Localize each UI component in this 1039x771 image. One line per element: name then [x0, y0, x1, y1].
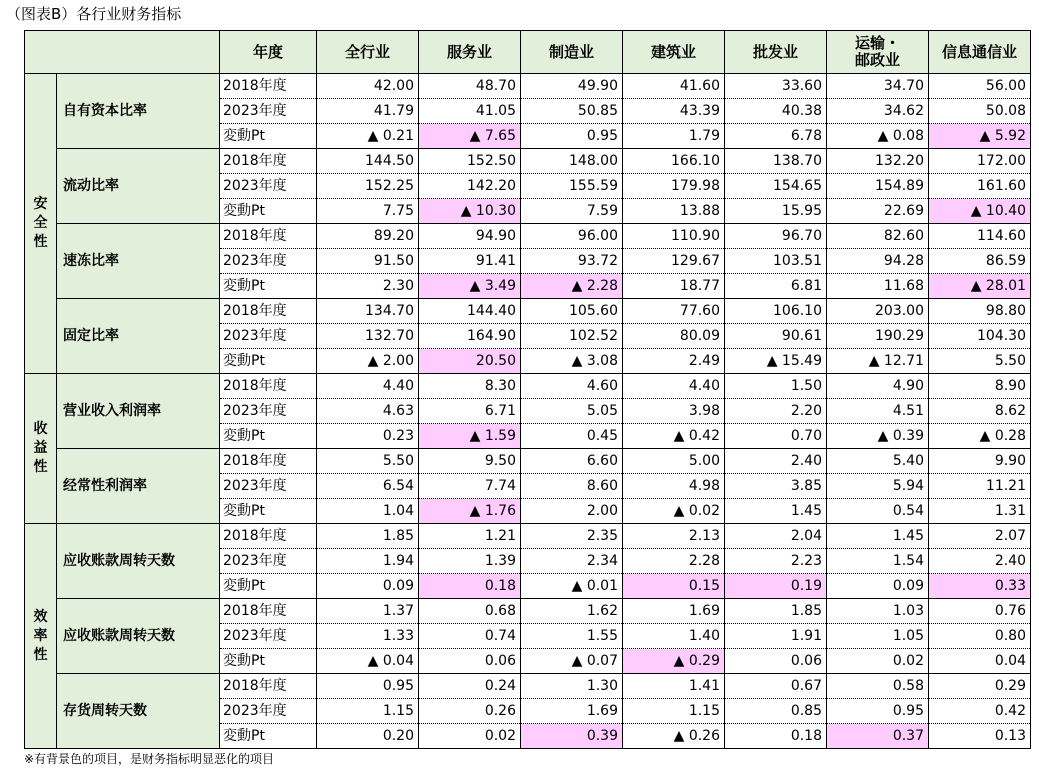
value-cell: 0.45 [521, 424, 623, 449]
value-cell: 152.25 [317, 174, 419, 199]
value-cell: 161.60 [929, 174, 1031, 199]
value-cell: 0.23 [317, 424, 419, 449]
page-title: （图表B）各行业财务指标 [6, 5, 182, 23]
value-cell: 86.59 [929, 249, 1031, 274]
value-cell: 0.26 [419, 699, 521, 724]
value-cell: 6.54 [317, 474, 419, 499]
row-label: 変動Pt [220, 424, 317, 449]
value-cell: 34.70 [827, 74, 929, 99]
value-cell: 41.60 [623, 74, 725, 99]
value-cell-highlighted: ▲ 10.40 [929, 199, 1031, 224]
value-cell: 33.60 [725, 74, 827, 99]
metric-label: 存货周转天数 [57, 674, 220, 749]
value-cell: 1.15 [623, 699, 725, 724]
value-cell-highlighted: ▲ 1.59 [419, 424, 521, 449]
value-cell: 5.50 [929, 349, 1031, 374]
row-label: 2018年度 [220, 599, 317, 624]
value-cell: 18.77 [623, 274, 725, 299]
table-row [25, 74, 1031, 99]
value-cell: 40.38 [725, 99, 827, 124]
value-cell: 1.50 [725, 374, 827, 399]
metric-label: 营业收入利润率 [57, 374, 220, 449]
value-cell: 0.09 [827, 574, 929, 599]
group-label: 效 率 性 [25, 524, 57, 749]
header-corner-cell [25, 31, 220, 74]
value-cell: 0.18 [725, 724, 827, 749]
value-cell: 1.54 [827, 549, 929, 574]
header-industry: 建筑业 [623, 31, 725, 74]
value-cell: 2.34 [521, 549, 623, 574]
row-label: 変動Pt [220, 274, 317, 299]
value-cell: 48.70 [419, 74, 521, 99]
value-cell: 2.07 [929, 524, 1031, 549]
value-cell: 0.58 [827, 674, 929, 699]
value-cell: 203.00 [827, 299, 929, 324]
row-label: 変動Pt [220, 199, 317, 224]
metric-label: 应收账款周转天数 [57, 524, 220, 599]
value-cell-highlighted: 0.15 [623, 574, 725, 599]
value-cell: 9.50 [419, 449, 521, 474]
value-cell: 6.81 [725, 274, 827, 299]
value-cell: ▲ 0.02 [623, 499, 725, 524]
value-cell: ▲ 15.49 [725, 349, 827, 374]
row-label: 2018年度 [220, 299, 317, 324]
row-label: 2023年度 [220, 99, 317, 124]
value-cell: 179.98 [623, 174, 725, 199]
value-cell: 0.76 [929, 599, 1031, 624]
row-label: 2018年度 [220, 374, 317, 399]
metric-label: 经常性利润率 [57, 449, 220, 524]
value-cell: 1.45 [725, 499, 827, 524]
value-cell: 166.10 [623, 149, 725, 174]
value-cell: 0.09 [317, 574, 419, 599]
value-cell: 8.62 [929, 399, 1031, 424]
metric-label: 应收账款周转天数 [57, 599, 220, 674]
value-cell: 0.42 [929, 699, 1031, 724]
value-cell: 0.95 [521, 124, 623, 149]
value-cell: 138.70 [725, 149, 827, 174]
value-cell: 1.94 [317, 549, 419, 574]
table-header-row [25, 31, 1031, 74]
value-cell: 4.90 [827, 374, 929, 399]
value-cell: 2.35 [521, 524, 623, 549]
value-cell: 144.50 [317, 149, 419, 174]
value-cell: 8.90 [929, 374, 1031, 399]
value-cell: 3.98 [623, 399, 725, 424]
value-cell: 15.95 [725, 199, 827, 224]
value-cell: 9.90 [929, 449, 1031, 474]
row-label: 2018年度 [220, 149, 317, 174]
value-cell: 172.00 [929, 149, 1031, 174]
value-cell: 94.90 [419, 224, 521, 249]
value-cell: 80.09 [623, 324, 725, 349]
value-cell: 89.20 [317, 224, 419, 249]
value-cell: 129.67 [623, 249, 725, 274]
header-industry: 运输・ 邮政业 [827, 31, 929, 74]
value-cell: ▲ 0.39 [827, 424, 929, 449]
row-label: 変動Pt [220, 499, 317, 524]
metric-label: 流动比率 [57, 149, 220, 224]
value-cell: 132.20 [827, 149, 929, 174]
row-label: 2018年度 [220, 674, 317, 699]
value-cell: 4.63 [317, 399, 419, 424]
value-cell: ▲ 3.08 [521, 349, 623, 374]
table-row [25, 149, 1031, 174]
table-row [25, 449, 1031, 474]
value-cell: 82.60 [827, 224, 929, 249]
value-cell: 98.80 [929, 299, 1031, 324]
table-row [25, 524, 1031, 549]
value-cell: 0.70 [725, 424, 827, 449]
value-cell: 5.94 [827, 474, 929, 499]
table-row [25, 224, 1031, 249]
value-cell: 1.21 [419, 524, 521, 549]
row-label: 2018年度 [220, 74, 317, 99]
value-cell: 7.59 [521, 199, 623, 224]
value-cell: 1.40 [623, 624, 725, 649]
row-label: 変動Pt [220, 724, 317, 749]
value-cell-highlighted: 20.50 [419, 349, 521, 374]
value-cell: 2.40 [725, 449, 827, 474]
value-cell: 0.13 [929, 724, 1031, 749]
value-cell: 1.15 [317, 699, 419, 724]
row-label: 変動Pt [220, 124, 317, 149]
value-cell: 4.60 [521, 374, 623, 399]
value-cell-highlighted: 0.39 [521, 724, 623, 749]
value-cell: 2.28 [623, 549, 725, 574]
value-cell-highlighted: ▲ 3.49 [419, 274, 521, 299]
value-cell: 4.40 [317, 374, 419, 399]
value-cell: 50.08 [929, 99, 1031, 124]
header-industry: 全行业 [317, 31, 419, 74]
metric-label: 自有资本比率 [57, 74, 220, 149]
row-label: 2023年度 [220, 249, 317, 274]
value-cell: 34.62 [827, 99, 929, 124]
value-cell: 0.02 [827, 649, 929, 674]
value-cell: 6.78 [725, 124, 827, 149]
value-cell: 103.51 [725, 249, 827, 274]
value-cell: 1.69 [521, 699, 623, 724]
value-cell: 2.40 [929, 549, 1031, 574]
group-label: 收 益 性 [25, 374, 57, 524]
value-cell: 2.00 [521, 499, 623, 524]
value-cell: 11.68 [827, 274, 929, 299]
value-cell: 6.71 [419, 399, 521, 424]
value-cell: 0.95 [827, 699, 929, 724]
row-label: 2023年度 [220, 549, 317, 574]
value-cell: 0.06 [419, 649, 521, 674]
table-row [25, 299, 1031, 324]
value-cell: 2.30 [317, 274, 419, 299]
value-cell: 164.90 [419, 324, 521, 349]
value-cell: 41.05 [419, 99, 521, 124]
value-cell: 0.74 [419, 624, 521, 649]
value-cell: 0.06 [725, 649, 827, 674]
value-cell: 43.39 [623, 99, 725, 124]
row-label: 2018年度 [220, 224, 317, 249]
value-cell: 1.39 [419, 549, 521, 574]
value-cell: 77.60 [623, 299, 725, 324]
value-cell: 1.91 [725, 624, 827, 649]
value-cell: 2.04 [725, 524, 827, 549]
value-cell: 152.50 [419, 149, 521, 174]
row-label: 2023年度 [220, 399, 317, 424]
header-industry: 信息通信业 [929, 31, 1031, 74]
value-cell: 3.85 [725, 474, 827, 499]
value-cell: 1.85 [725, 599, 827, 624]
value-cell: 2.49 [623, 349, 725, 374]
group-label: 安 全 性 [25, 74, 57, 374]
value-cell: 1.05 [827, 624, 929, 649]
row-label: 2023年度 [220, 474, 317, 499]
value-cell: 0.04 [929, 649, 1031, 674]
value-cell: 0.02 [419, 724, 521, 749]
metric-label: 速冻比率 [57, 224, 220, 299]
value-cell: 190.29 [827, 324, 929, 349]
value-cell: ▲ 0.04 [317, 649, 419, 674]
value-cell: 2.20 [725, 399, 827, 424]
value-cell: 1.55 [521, 624, 623, 649]
value-cell: 1.33 [317, 624, 419, 649]
value-cell-highlighted: ▲ 28.01 [929, 274, 1031, 299]
row-label: 2018年度 [220, 449, 317, 474]
value-cell: 8.30 [419, 374, 521, 399]
value-cell: 2.23 [725, 549, 827, 574]
value-cell-highlighted: ▲ 10.30 [419, 199, 521, 224]
value-cell: 1.62 [521, 599, 623, 624]
value-cell-highlighted: ▲ 2.28 [521, 274, 623, 299]
header-industry: 制造业 [521, 31, 623, 74]
value-cell: ▲ 0.08 [827, 124, 929, 149]
value-cell: ▲ 0.21 [317, 124, 419, 149]
value-cell-highlighted: 0.18 [419, 574, 521, 599]
value-cell: 91.41 [419, 249, 521, 274]
row-label: 変動Pt [220, 649, 317, 674]
value-cell: 1.30 [521, 674, 623, 699]
value-cell: 134.70 [317, 299, 419, 324]
value-cell: 102.52 [521, 324, 623, 349]
value-cell: 1.03 [827, 599, 929, 624]
value-cell-highlighted: ▲ 7.65 [419, 124, 521, 149]
value-cell: 4.40 [623, 374, 725, 399]
value-cell: 50.85 [521, 99, 623, 124]
value-cell: 22.69 [827, 199, 929, 224]
value-cell: ▲ 0.01 [521, 574, 623, 599]
value-cell: 1.79 [623, 124, 725, 149]
value-cell: 1.85 [317, 524, 419, 549]
row-label: 2023年度 [220, 174, 317, 199]
value-cell: 94.28 [827, 249, 929, 274]
value-cell: 0.85 [725, 699, 827, 724]
value-cell: ▲ 0.07 [521, 649, 623, 674]
row-label: 2023年度 [220, 324, 317, 349]
row-label: 変動Pt [220, 349, 317, 374]
value-cell: 5.40 [827, 449, 929, 474]
value-cell: ▲ 0.26 [623, 724, 725, 749]
value-cell: 1.45 [827, 524, 929, 549]
value-cell: 42.00 [317, 74, 419, 99]
value-cell-highlighted: ▲ 0.29 [623, 649, 725, 674]
value-cell: 7.74 [419, 474, 521, 499]
value-cell: 148.00 [521, 149, 623, 174]
value-cell: 0.24 [419, 674, 521, 699]
value-cell: 0.20 [317, 724, 419, 749]
value-cell: 110.90 [623, 224, 725, 249]
value-cell: 6.60 [521, 449, 623, 474]
value-cell: 0.67 [725, 674, 827, 699]
value-cell-highlighted: ▲ 1.76 [419, 499, 521, 524]
value-cell: 154.89 [827, 174, 929, 199]
value-cell: ▲ 2.00 [317, 349, 419, 374]
value-cell: 104.30 [929, 324, 1031, 349]
table-row [25, 374, 1031, 399]
value-cell: 0.80 [929, 624, 1031, 649]
value-cell: 96.00 [521, 224, 623, 249]
financial-indicators-table [24, 30, 1031, 749]
row-label: 変動Pt [220, 574, 317, 599]
value-cell: 0.95 [317, 674, 419, 699]
footnote: ※有背景色的项目，是财务指标明显恶化的项目 [24, 752, 275, 766]
value-cell: 8.60 [521, 474, 623, 499]
table-row [25, 674, 1031, 699]
value-cell: 144.40 [419, 299, 521, 324]
value-cell: 0.54 [827, 499, 929, 524]
value-cell-highlighted: 0.33 [929, 574, 1031, 599]
value-cell: 2.13 [623, 524, 725, 549]
value-cell: 1.37 [317, 599, 419, 624]
value-cell: 1.41 [623, 674, 725, 699]
value-cell: 0.68 [419, 599, 521, 624]
value-cell: 114.60 [929, 224, 1031, 249]
value-cell-highlighted: 0.37 [827, 724, 929, 749]
value-cell: 4.51 [827, 399, 929, 424]
value-cell: 5.05 [521, 399, 623, 424]
value-cell: 49.90 [521, 74, 623, 99]
value-cell: 132.70 [317, 324, 419, 349]
value-cell: 56.00 [929, 74, 1031, 99]
value-cell: 93.72 [521, 249, 623, 274]
value-cell: 1.04 [317, 499, 419, 524]
value-cell-highlighted: 0.19 [725, 574, 827, 599]
value-cell: 106.10 [725, 299, 827, 324]
value-cell: 13.88 [623, 199, 725, 224]
table-row [25, 599, 1031, 624]
value-cell: 91.50 [317, 249, 419, 274]
value-cell: 41.79 [317, 99, 419, 124]
value-cell: 105.60 [521, 299, 623, 324]
value-cell: 1.31 [929, 499, 1031, 524]
value-cell: ▲ 0.28 [929, 424, 1031, 449]
value-cell: 7.75 [317, 199, 419, 224]
value-cell: 4.98 [623, 474, 725, 499]
row-label: 2023年度 [220, 699, 317, 724]
value-cell: 11.21 [929, 474, 1031, 499]
value-cell-highlighted: ▲ 5.92 [929, 124, 1031, 149]
value-cell: 155.59 [521, 174, 623, 199]
row-label: 2023年度 [220, 624, 317, 649]
value-cell: 96.70 [725, 224, 827, 249]
value-cell: 142.20 [419, 174, 521, 199]
header-industry: 服务业 [419, 31, 521, 74]
header-industry: 批发业 [725, 31, 827, 74]
value-cell: ▲ 0.42 [623, 424, 725, 449]
header-year: 年度 [220, 31, 317, 74]
value-cell: 154.65 [725, 174, 827, 199]
row-label: 2018年度 [220, 524, 317, 549]
value-cell: 0.29 [929, 674, 1031, 699]
value-cell: 90.61 [725, 324, 827, 349]
value-cell: ▲ 12.71 [827, 349, 929, 374]
value-cell: 1.69 [623, 599, 725, 624]
value-cell: 5.50 [317, 449, 419, 474]
metric-label: 固定比率 [57, 299, 220, 374]
value-cell: 5.00 [623, 449, 725, 474]
